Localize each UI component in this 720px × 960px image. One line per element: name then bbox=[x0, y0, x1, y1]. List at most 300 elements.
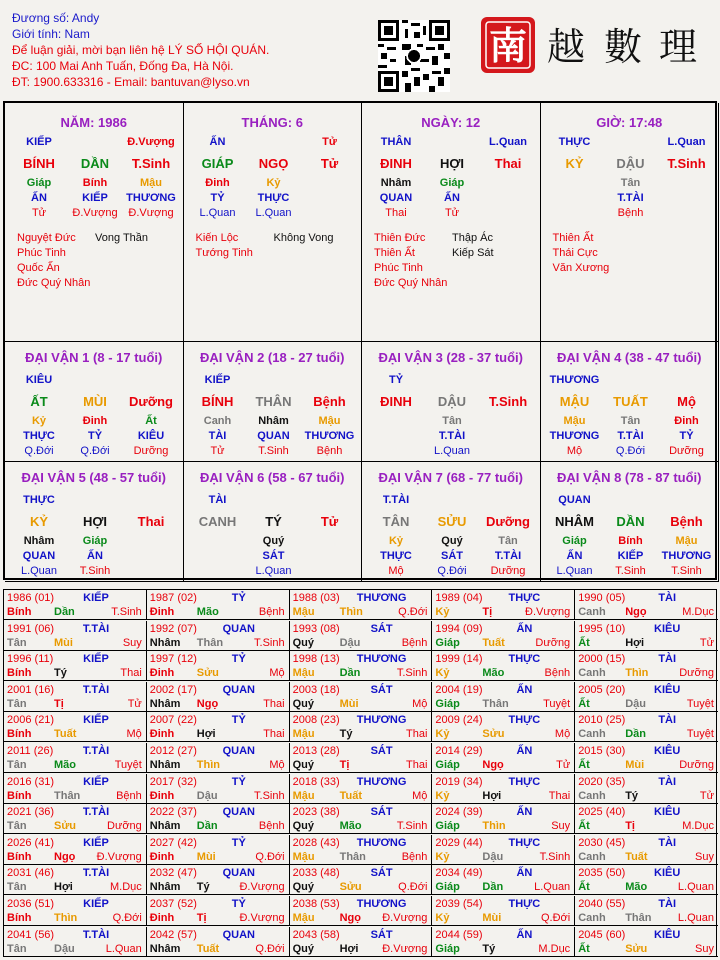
life-stage-row-item: Dưỡng bbox=[133, 445, 169, 457]
year-branch: Thìn bbox=[196, 759, 221, 771]
year-cell bbox=[290, 743, 433, 773]
year-god: THƯƠNG bbox=[356, 714, 407, 727]
year-god: TÀI bbox=[658, 714, 677, 727]
year-stem: Bính bbox=[7, 728, 32, 741]
year-label: 1989 (04) bbox=[435, 592, 483, 604]
year-cell bbox=[147, 896, 290, 926]
year-stem: Nhâm bbox=[149, 759, 181, 771]
year-god: KIÊU bbox=[654, 928, 681, 941]
year-branch: Sửu bbox=[482, 728, 505, 741]
year-stage: Tử bbox=[127, 697, 142, 710]
year-stage: Mộ bbox=[269, 759, 285, 771]
year-label: 2023 (38) bbox=[292, 806, 340, 819]
hidden-god-row bbox=[362, 550, 540, 566]
year-branch: Tuất bbox=[482, 636, 505, 649]
thap-than-row bbox=[541, 136, 719, 152]
hidden-god-row-item: TỶ bbox=[210, 192, 225, 204]
can-chi-row-item: Dưỡng bbox=[486, 514, 530, 529]
year-label: 2013 (28) bbox=[292, 745, 340, 757]
can-chi-row-item: MẬU bbox=[559, 394, 590, 409]
year-label: 2035 (50) bbox=[578, 867, 626, 880]
year-cell bbox=[432, 835, 575, 865]
dai-van-3 bbox=[362, 342, 541, 462]
can-chi-row bbox=[362, 514, 540, 530]
hidden-god-row bbox=[541, 192, 719, 208]
than-sat-star: Vong Thần bbox=[95, 232, 149, 244]
year-stem: Ất bbox=[578, 820, 590, 833]
pillar-title: THÁNG: 6 bbox=[241, 115, 303, 130]
year-cell bbox=[4, 835, 147, 865]
can-chi-row bbox=[362, 394, 540, 410]
can-chi-row-item: Thai bbox=[137, 514, 165, 529]
year-cell bbox=[290, 927, 433, 957]
hidden-god-row-item: SÁT bbox=[262, 550, 285, 562]
year-stem: Mậu bbox=[292, 850, 315, 863]
life-stage-row-item: T.Sinh bbox=[671, 565, 702, 577]
year-cell bbox=[290, 774, 433, 804]
hidden-stem-row-item: Giáp bbox=[26, 177, 52, 189]
year-branch: Mão bbox=[625, 881, 648, 894]
year-stage: Tuyệt bbox=[543, 697, 571, 710]
year-stage: Dưỡng bbox=[679, 759, 714, 771]
dai-van-god bbox=[5, 494, 183, 510]
hidden-stem-row bbox=[5, 415, 183, 431]
hidden-god-row bbox=[184, 192, 362, 208]
year-cell bbox=[432, 682, 575, 712]
phone-email: ĐT: 1900.633316 - Email: bantuvan@lyso.vn bbox=[12, 75, 250, 89]
hidden-god-row-item: THỰC bbox=[257, 192, 290, 204]
can-chi-row bbox=[184, 514, 362, 530]
year-stage: Dưỡng bbox=[535, 636, 571, 649]
header-info bbox=[12, 10, 269, 90]
life-stage-row-item: L.Quan bbox=[556, 565, 593, 577]
year-cell bbox=[290, 590, 433, 620]
address: ĐC: 100 Mai Anh Tuấn, Đống Đa, Hà Nội. bbox=[12, 59, 234, 73]
hidden-stem-row-item: Tân bbox=[442, 415, 462, 427]
year-cell bbox=[4, 804, 147, 834]
year-branch: Mão bbox=[54, 759, 76, 771]
year-cell bbox=[147, 927, 290, 957]
year-stage: Q.Đới bbox=[398, 606, 428, 618]
year-stem: Giáp bbox=[435, 759, 460, 771]
year-stage: Mộ bbox=[269, 667, 285, 680]
year-branch: Hợi bbox=[482, 789, 502, 802]
can-chi-row-item: HỢI bbox=[439, 156, 465, 171]
year-stem: Mậu bbox=[292, 728, 315, 741]
than-sat-star: Kiếp Sát bbox=[452, 247, 494, 259]
can-chi-row-item: Bệnh bbox=[313, 394, 346, 409]
hidden-god-row-item: THỰC bbox=[23, 430, 55, 442]
life-stage-row-item: Q.Đới bbox=[80, 445, 110, 457]
year-branch: Hợi bbox=[625, 636, 645, 649]
year-branch: Tị bbox=[625, 820, 635, 833]
year-stem: Kỷ bbox=[435, 912, 450, 924]
year-branch: Mão bbox=[482, 667, 505, 680]
dai-van-2 bbox=[184, 342, 363, 462]
year-label: 2015 (30) bbox=[578, 745, 626, 757]
hidden-god-row-item: KIÊU bbox=[137, 430, 165, 442]
life-stage-row-item: T.Sinh bbox=[79, 565, 111, 577]
year-label: 1990 (05) bbox=[578, 592, 626, 604]
year-label: 2026 (41) bbox=[7, 836, 55, 849]
can-chi-row-item: DẦN bbox=[80, 156, 110, 171]
year-stem: Ất bbox=[578, 942, 590, 955]
year-cell bbox=[290, 712, 433, 742]
than-sat-star: Thiên Ất bbox=[374, 247, 415, 259]
can-chi-row bbox=[541, 156, 719, 172]
year-cell bbox=[432, 743, 575, 773]
year-stage: L.Quan bbox=[677, 881, 714, 894]
can-chi-row bbox=[184, 394, 362, 410]
year-stem: Mậu bbox=[292, 912, 315, 924]
than-sat-star: Văn Xương bbox=[552, 262, 610, 274]
can-chi-row-item: ẤT bbox=[30, 394, 48, 409]
year-cell bbox=[4, 927, 147, 957]
year-branch: Ngọ bbox=[196, 697, 219, 710]
year-god: TÀI bbox=[658, 898, 677, 910]
than-sat-star: Kiến Lộc bbox=[195, 232, 239, 244]
year-god: KIÊU bbox=[654, 867, 681, 880]
hidden-god-row-item: TỶ bbox=[87, 430, 103, 442]
year-stage: Q.Đới bbox=[540, 912, 571, 924]
thap-than-row-item: Tử bbox=[322, 136, 337, 148]
year-branch: Thìn bbox=[625, 667, 649, 680]
year-cell bbox=[4, 682, 147, 712]
year-cell bbox=[575, 651, 718, 681]
dai-van-4 bbox=[541, 342, 720, 462]
year-label: 2028 (43) bbox=[292, 836, 340, 849]
can-chi-row bbox=[5, 394, 183, 410]
year-stem: Giáp bbox=[435, 636, 460, 649]
year-cell bbox=[4, 621, 147, 651]
life-stage-row bbox=[5, 565, 183, 581]
year-stage: Bệnh bbox=[258, 820, 285, 833]
thap-than-row-item: L.Quan bbox=[667, 136, 706, 148]
year-stage: Mộ bbox=[412, 697, 428, 710]
dai-van-title: ĐẠI VẬN 5 (48 - 57 tuổi) bbox=[21, 470, 166, 485]
year-stage: Suy bbox=[695, 942, 714, 955]
than-sat-star: Không Vong bbox=[273, 232, 334, 244]
year-cell bbox=[432, 774, 575, 804]
year-god: ẤN bbox=[516, 622, 533, 635]
year-stem: Canh bbox=[578, 728, 606, 741]
year-stage: M.Dục bbox=[538, 942, 571, 955]
life-stage-row-item: Dưỡng bbox=[669, 445, 704, 457]
life-stage-row-item: L.Quan bbox=[20, 565, 58, 577]
dai-van-5 bbox=[5, 462, 184, 582]
can-chi-row-item: CANH bbox=[198, 514, 237, 529]
year-stem: Kỷ bbox=[435, 667, 450, 680]
year-god: KIẾP bbox=[83, 898, 109, 910]
hidden-stem-row bbox=[184, 415, 362, 431]
year-label: 2016 (31) bbox=[7, 775, 55, 788]
than-sat-star: Thái Cực bbox=[552, 247, 598, 259]
hidden-stem-row-item: Tân bbox=[620, 415, 641, 427]
year-cell bbox=[575, 743, 718, 773]
year-stage: Đ.Vượng bbox=[382, 912, 428, 924]
year-god: QUAN bbox=[222, 806, 255, 819]
life-stage-row-item: Thai bbox=[385, 207, 407, 219]
dai-van-god bbox=[5, 374, 183, 390]
life-stage-row bbox=[184, 565, 362, 581]
year-label: 1997 (12) bbox=[149, 653, 197, 666]
year-label: 2031 (46) bbox=[7, 867, 55, 880]
dai-van-god bbox=[541, 374, 719, 390]
thap-than-row-item: ẤN bbox=[209, 136, 226, 148]
year-cell bbox=[4, 774, 147, 804]
hidden-stem-row bbox=[362, 415, 540, 431]
can-chi-row-item: Dưỡng bbox=[129, 394, 173, 409]
year-god: TÀI bbox=[658, 592, 677, 604]
logo-char-3: 數 bbox=[603, 25, 643, 69]
year-stem: Đinh bbox=[149, 850, 175, 863]
life-stage-row-item: L.Quan bbox=[199, 207, 236, 219]
year-god: QUAN bbox=[222, 622, 255, 635]
nam-viet-so-ly-logo bbox=[478, 12, 710, 78]
year-cell bbox=[4, 865, 147, 895]
year-god: TỶ bbox=[231, 775, 246, 788]
pillar-title: GIỜ: 17:48 bbox=[596, 115, 663, 130]
year-stage: Dưỡng bbox=[679, 667, 714, 680]
year-branch: Tý bbox=[54, 667, 67, 680]
year-table bbox=[3, 589, 717, 957]
seal-icon bbox=[478, 12, 710, 78]
year-cell bbox=[147, 682, 290, 712]
year-stem: Quý bbox=[292, 942, 314, 955]
hidden-stem-row-item: Kỷ bbox=[266, 177, 281, 189]
year-branch: Tuất bbox=[625, 850, 648, 863]
year-branch: Sửu bbox=[339, 881, 362, 894]
year-label: 2002 (17) bbox=[149, 683, 197, 696]
year-cell bbox=[147, 743, 290, 773]
than-sat-star: Tướng Tinh bbox=[195, 247, 253, 259]
pillar-1 bbox=[184, 103, 363, 342]
year-cell bbox=[147, 774, 290, 804]
hidden-stem-row-item: Mậu bbox=[318, 415, 341, 427]
hidden-god-row-item: T.TÀI bbox=[617, 192, 644, 204]
year-label: 2040 (55) bbox=[578, 898, 626, 910]
hidden-god-row bbox=[362, 430, 540, 446]
year-stage: Thai bbox=[263, 728, 285, 741]
year-cell bbox=[147, 804, 290, 834]
life-stage-row-item: Tử bbox=[210, 445, 225, 457]
year-stage: Thai bbox=[548, 789, 571, 802]
year-label: 1986 (01) bbox=[7, 592, 55, 604]
year-stem: Nhâm bbox=[149, 697, 181, 710]
year-branch: Dần bbox=[196, 820, 218, 833]
year-label: 2033 (48) bbox=[292, 867, 340, 880]
can-chi-row-item: Tử bbox=[320, 514, 339, 529]
year-branch: Dậu bbox=[625, 697, 646, 710]
year-god: SÁT bbox=[370, 622, 393, 635]
dai-van-god-label: KIẾP bbox=[204, 374, 231, 386]
year-god: ẤN bbox=[516, 867, 533, 880]
year-branch: Tị bbox=[339, 759, 350, 771]
life-stage-row-item: Tử bbox=[444, 207, 460, 219]
hidden-stem-row-item: Nhâm bbox=[258, 415, 289, 427]
year-god: TỶ bbox=[231, 592, 246, 604]
year-cell bbox=[432, 621, 575, 651]
year-cell bbox=[575, 927, 718, 957]
hidden-stem-row-item: Tân bbox=[498, 535, 518, 547]
contact-note: Để luận giải, mời bạn liên hệ LÝ SỐ HỘI QUÁN. bbox=[12, 43, 270, 57]
year-god: T.TÀI bbox=[82, 867, 110, 880]
thap-than-row-item: Đ.Vượng bbox=[127, 136, 175, 148]
year-stage: Mộ bbox=[554, 728, 571, 741]
hidden-god-row-item: QUAN bbox=[22, 550, 56, 562]
year-label: 2009 (24) bbox=[435, 714, 483, 727]
year-stem: Mậu bbox=[292, 789, 315, 802]
hidden-god-row-item: KIẾP bbox=[617, 550, 644, 562]
dai-van-god bbox=[541, 494, 719, 510]
year-branch: Dậu bbox=[54, 942, 75, 955]
year-stage: Q.Đới bbox=[112, 912, 142, 924]
thap-than-row bbox=[5, 136, 183, 152]
year-god: TỶ bbox=[231, 653, 246, 666]
can-chi-row-item: Bệnh bbox=[670, 514, 703, 529]
year-label: 2008 (23) bbox=[292, 714, 340, 727]
year-stem: Giáp bbox=[435, 697, 460, 710]
year-stage: Tử bbox=[556, 759, 571, 771]
year-label: 2020 (35) bbox=[578, 775, 626, 788]
year-god: TỶ bbox=[231, 714, 246, 727]
year-stage: Bệnh bbox=[116, 789, 142, 802]
year-stem: Đinh bbox=[149, 606, 175, 618]
year-branch: Mùi bbox=[54, 636, 73, 649]
year-branch: Sửu bbox=[196, 667, 219, 680]
year-stem: Quý bbox=[292, 697, 314, 710]
than-sat-star: Đức Quý Nhân bbox=[17, 277, 91, 289]
hidden-stem-row-item: Bính bbox=[82, 177, 108, 189]
year-god: ẤN bbox=[516, 745, 533, 757]
year-branch: Sửu bbox=[54, 820, 77, 833]
year-label: 2044 (59) bbox=[435, 928, 483, 941]
year-stem: Ất bbox=[578, 636, 590, 649]
year-label: 1994 (09) bbox=[435, 622, 483, 635]
dai-van-god-label: QUAN bbox=[558, 494, 591, 506]
hidden-god-row bbox=[5, 430, 183, 446]
year-label: 2005 (20) bbox=[578, 683, 626, 696]
year-stage: Q.Đới bbox=[255, 850, 285, 863]
year-label: 2042 (57) bbox=[149, 928, 197, 941]
year-cell bbox=[147, 651, 290, 681]
year-stem: Bính bbox=[7, 789, 32, 802]
dai-van-title: ĐẠI VẬN 6 (58 - 67 tuổi) bbox=[200, 470, 345, 485]
year-cell bbox=[290, 651, 433, 681]
hidden-god-row bbox=[362, 192, 540, 208]
year-god: KIẾP bbox=[83, 836, 109, 849]
dai-van-8 bbox=[541, 462, 720, 582]
year-label: 2029 (44) bbox=[435, 836, 483, 849]
year-branch: Thân bbox=[54, 789, 81, 802]
can-chi-row-item: T.Sinh bbox=[488, 394, 528, 409]
year-cell bbox=[290, 835, 433, 865]
year-branch: Dần bbox=[625, 728, 646, 741]
year-branch: Thìn bbox=[54, 912, 78, 924]
year-branch: Dần bbox=[54, 606, 75, 618]
hidden-stem-row-item: Quý bbox=[262, 535, 285, 547]
year-stage: Suy bbox=[695, 850, 714, 863]
year-label: 2032 (47) bbox=[149, 867, 197, 880]
hidden-stem-row-item: Đinh bbox=[205, 177, 230, 189]
year-stem: Bính bbox=[7, 667, 32, 680]
year-branch: Mão bbox=[196, 606, 219, 618]
year-god: QUAN bbox=[222, 683, 255, 696]
year-label: 2003 (18) bbox=[292, 683, 340, 696]
year-cell bbox=[432, 927, 575, 957]
hidden-stem-row-item: Giáp bbox=[439, 177, 465, 189]
qr-code-icon bbox=[378, 20, 450, 92]
year-branch: Ngọ bbox=[625, 606, 647, 618]
year-god: SÁT bbox=[370, 928, 393, 941]
year-label: 2017 (32) bbox=[149, 775, 197, 788]
year-god: THƯƠNG bbox=[356, 836, 407, 849]
year-stage: T.Sinh bbox=[254, 636, 285, 649]
hidden-god-row-item: ẤN bbox=[87, 550, 103, 562]
year-stem: Ất bbox=[578, 881, 590, 894]
year-stage: Tuyệt bbox=[686, 728, 714, 741]
year-label: 1995 (10) bbox=[578, 622, 626, 635]
hidden-stem-row-item: Giáp bbox=[82, 535, 108, 547]
life-stage-row bbox=[362, 207, 540, 223]
year-stage: Dưỡng bbox=[107, 820, 142, 833]
life-stage-row-item: Dưỡng bbox=[490, 565, 526, 577]
year-branch: Tý bbox=[196, 881, 210, 894]
year-cell bbox=[290, 865, 433, 895]
year-god: SÁT bbox=[370, 745, 393, 757]
thap-than-row-item: L.Quan bbox=[489, 136, 527, 148]
gender: Giới tính: Nam bbox=[12, 27, 90, 41]
hidden-god-row-item: THƯƠNG bbox=[126, 192, 176, 204]
year-cell bbox=[290, 896, 433, 926]
year-stem: Giáp bbox=[435, 881, 460, 894]
logo-char-2: 越 bbox=[546, 25, 586, 69]
tu-tru-grid bbox=[3, 101, 717, 580]
life-stage-row-item: Q.Đới bbox=[437, 565, 467, 577]
life-stage-row bbox=[362, 565, 540, 581]
year-stem: Nhâm bbox=[149, 881, 181, 894]
year-label: 2024 (39) bbox=[435, 806, 483, 819]
hidden-god-row-item: QUAN bbox=[379, 192, 413, 204]
year-god: THỰC bbox=[508, 775, 541, 788]
hidden-god-row bbox=[5, 550, 183, 566]
year-god: THỰC bbox=[508, 714, 541, 727]
year-branch: Thân bbox=[625, 912, 652, 924]
year-cell bbox=[290, 804, 433, 834]
year-god: KIẾP bbox=[83, 592, 109, 604]
year-stage: Tử bbox=[699, 636, 714, 649]
year-branch: Ngọ bbox=[339, 912, 361, 924]
dai-van-title: ĐẠI VẬN 7 (68 - 77 tuổi) bbox=[378, 470, 523, 485]
year-label: 2037 (52) bbox=[149, 898, 197, 910]
hidden-god-row-item: SÁT bbox=[441, 550, 463, 562]
year-stage: Suy bbox=[122, 636, 142, 649]
dai-van-god-label: KIÊU bbox=[25, 374, 53, 386]
life-stage-row-item: Tử bbox=[31, 207, 47, 219]
year-label: 2012 (27) bbox=[149, 745, 197, 757]
year-stage: M.Dục bbox=[682, 820, 714, 833]
hidden-stem-row-item: Bính bbox=[618, 535, 643, 547]
year-cell bbox=[575, 774, 718, 804]
year-label: 1991 (06) bbox=[7, 622, 55, 635]
thap-than-row bbox=[362, 136, 540, 152]
hidden-stem-row-item: Quý bbox=[441, 535, 463, 547]
dai-van-god bbox=[362, 494, 540, 510]
dai-van-god bbox=[184, 494, 362, 510]
can-chi-row-item: Tử bbox=[320, 156, 339, 171]
life-stage-row-item: Q.Đới bbox=[24, 445, 54, 457]
year-branch: Dần bbox=[339, 667, 361, 680]
